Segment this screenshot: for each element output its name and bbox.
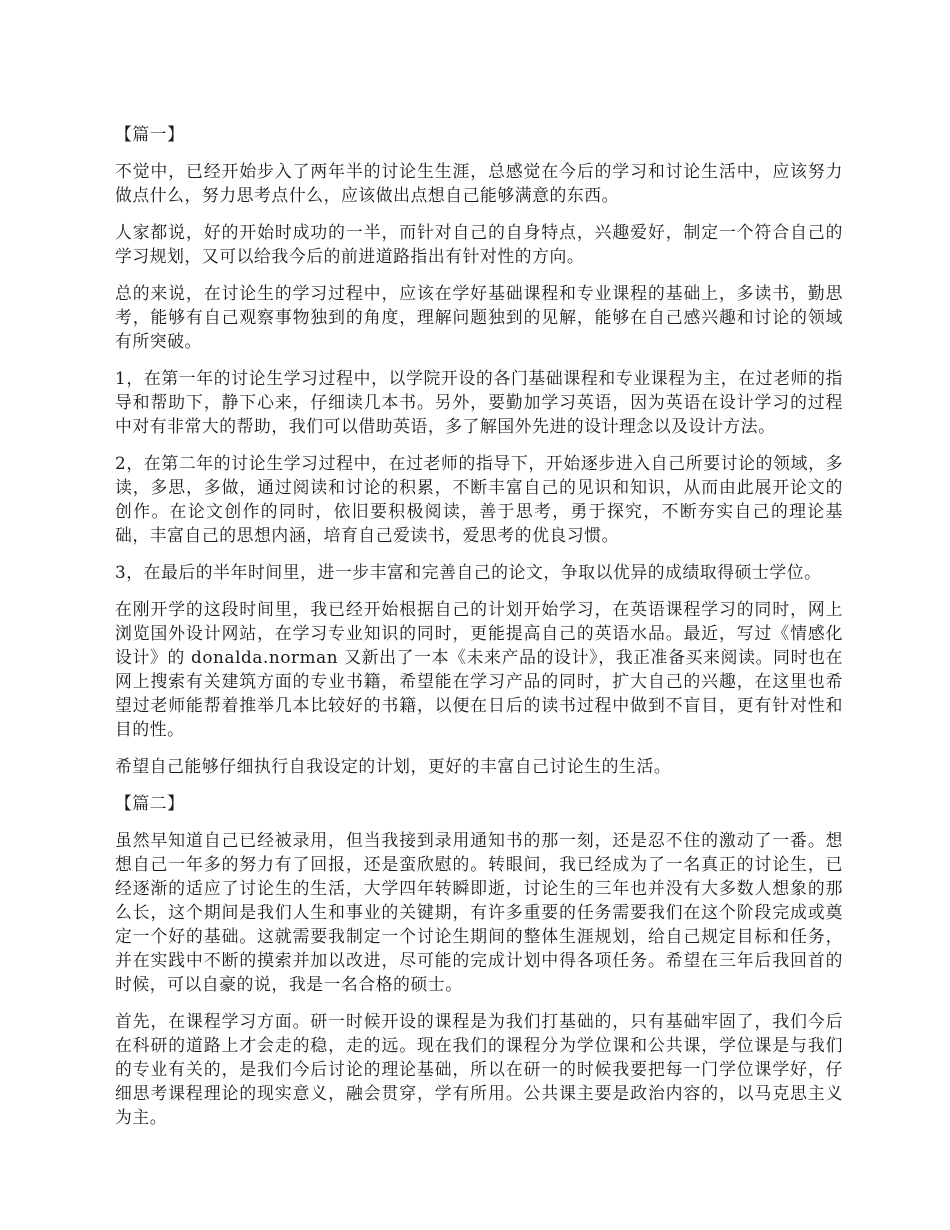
paragraph: 不觉中，已经开始步入了两年半的讨论生生涯，总感觉在今后的学习和讨论生活中，应该努力做点什么，努力思考点什么，应该做出点想自己能够满意的东西。 [115,161,843,205]
paragraph: 总的来说，在讨论生的学习过程中，应该在学好基础课程和专业课程的基础上，多读书，勤思考，能够有自己观察事物独到的角度，理解问题独到的见解，能够在自己感兴趣和讨论的领域有所突破。 [115,283,843,351]
paragraph: 2，在第二年的讨论生学习过程中，在过老师的指导下，开始逐步进入自己所要讨论的领域，多读，多思，多做，通过阅读和讨论的积累，不断丰富自己的见识和知识，从而由此展开论文的创作。在论文创作的同时，依旧要积极阅读，善于思考，勇于探究，不断夯实自己的理论基础，丰富自己的思想内涵，培育自己爱读书，爱思考的优良习惯。 [115,453,843,545]
section-title-1: 【篇一】 [115,124,185,144]
paragraph: 在刚开学的这段时间里，我已经开始根据自己的计划开始学习，在英语课程学习的同时，网上浏览国外设计网站，在学习专业知识的同时，更能提高自己的英语水品。最近，写过《情感化设计》的 donalda.norman 又新出了一本《未来产品的设计》，我正准备买来阅读。同时也在网上搜索有关建筑方面的专业书籍，希望能在学习产品的同时，扩大自己的兴趣，在这里也希望过老师能帮着推举几本比较好的书籍，以便在日后的读书过程中做到不盲目，更有针对性和目的性。 [115,599,843,739]
document-page [115,122,843,1142]
paragraph: 人家都说，好的开始时成功的一半，而针对自己的自身特点，兴趣爱好，制定一个符合自己的学习规划，又可以给我今后的前进道路指出有针对性的方向。 [115,222,843,266]
section-title-2: 【篇二】 [115,793,185,813]
paragraph: 1，在第一年的讨论生学习过程中，以学院开设的各门基础课程和专业课程为主，在过老师的指导和帮助下，静下心来，仔细读几本书。另外，要勤加学习英语，因为英语在设计学习的过程中对有非常大的帮助，我们可以借助英语，多了解国外先进的设计理念以及设计方法。 [115,368,843,436]
paragraph: 希望自己能够仔细执行自我设定的计划，更好的丰富自己讨论生的生活。 [115,756,672,776]
paragraph: 3，在最后的半年时间里，进一步丰富和完善自己的论文，争取以优异的成绩取得硕士学位。 [115,562,822,582]
paragraph: 首先，在课程学习方面。研一时候开设的课程是为我们打基础的，只有基础牢固了，我们今后在科研的道路上才会走的稳，走的远。现在我们的课程分为学位课和公共课，学位课是与我们的专业有关的，是我们今后讨论的理论基础，所以在研一的时候我要把每一门学位课学好，仔细思考课程理论的现实意义，融会贯穿，学有所用。公共课主要是政治内容的，以马克思主义为主。 [115,1011,843,1127]
paragraph: 虽然早知道自己已经被录用，但当我接到录用通知书的那一刻，还是忍不住的激动了一番。想想自己一年多的努力有了回报，还是蛮欣慰的。转眼间，我已经成为了一名真正的讨论生，已经逐渐的适应了讨论生的生活，大学四年转瞬即逝，讨论生的三年也并没有大多数人想象的那么长，这个期间是我们人生和事业的关键期，有许多重要的任务需要我们在这个阶段完成或奠定一个好的基础。这就需要我制定一个讨论生期间的整体生涯规划，给自己规定目标和任务，并在实践中不断的摸索并加以改进，尽可能的完成计划中得各项任务。希望在三年后我回首的时候，可以自豪的说，我是一名合格的硕士。 [115,830,843,994]
